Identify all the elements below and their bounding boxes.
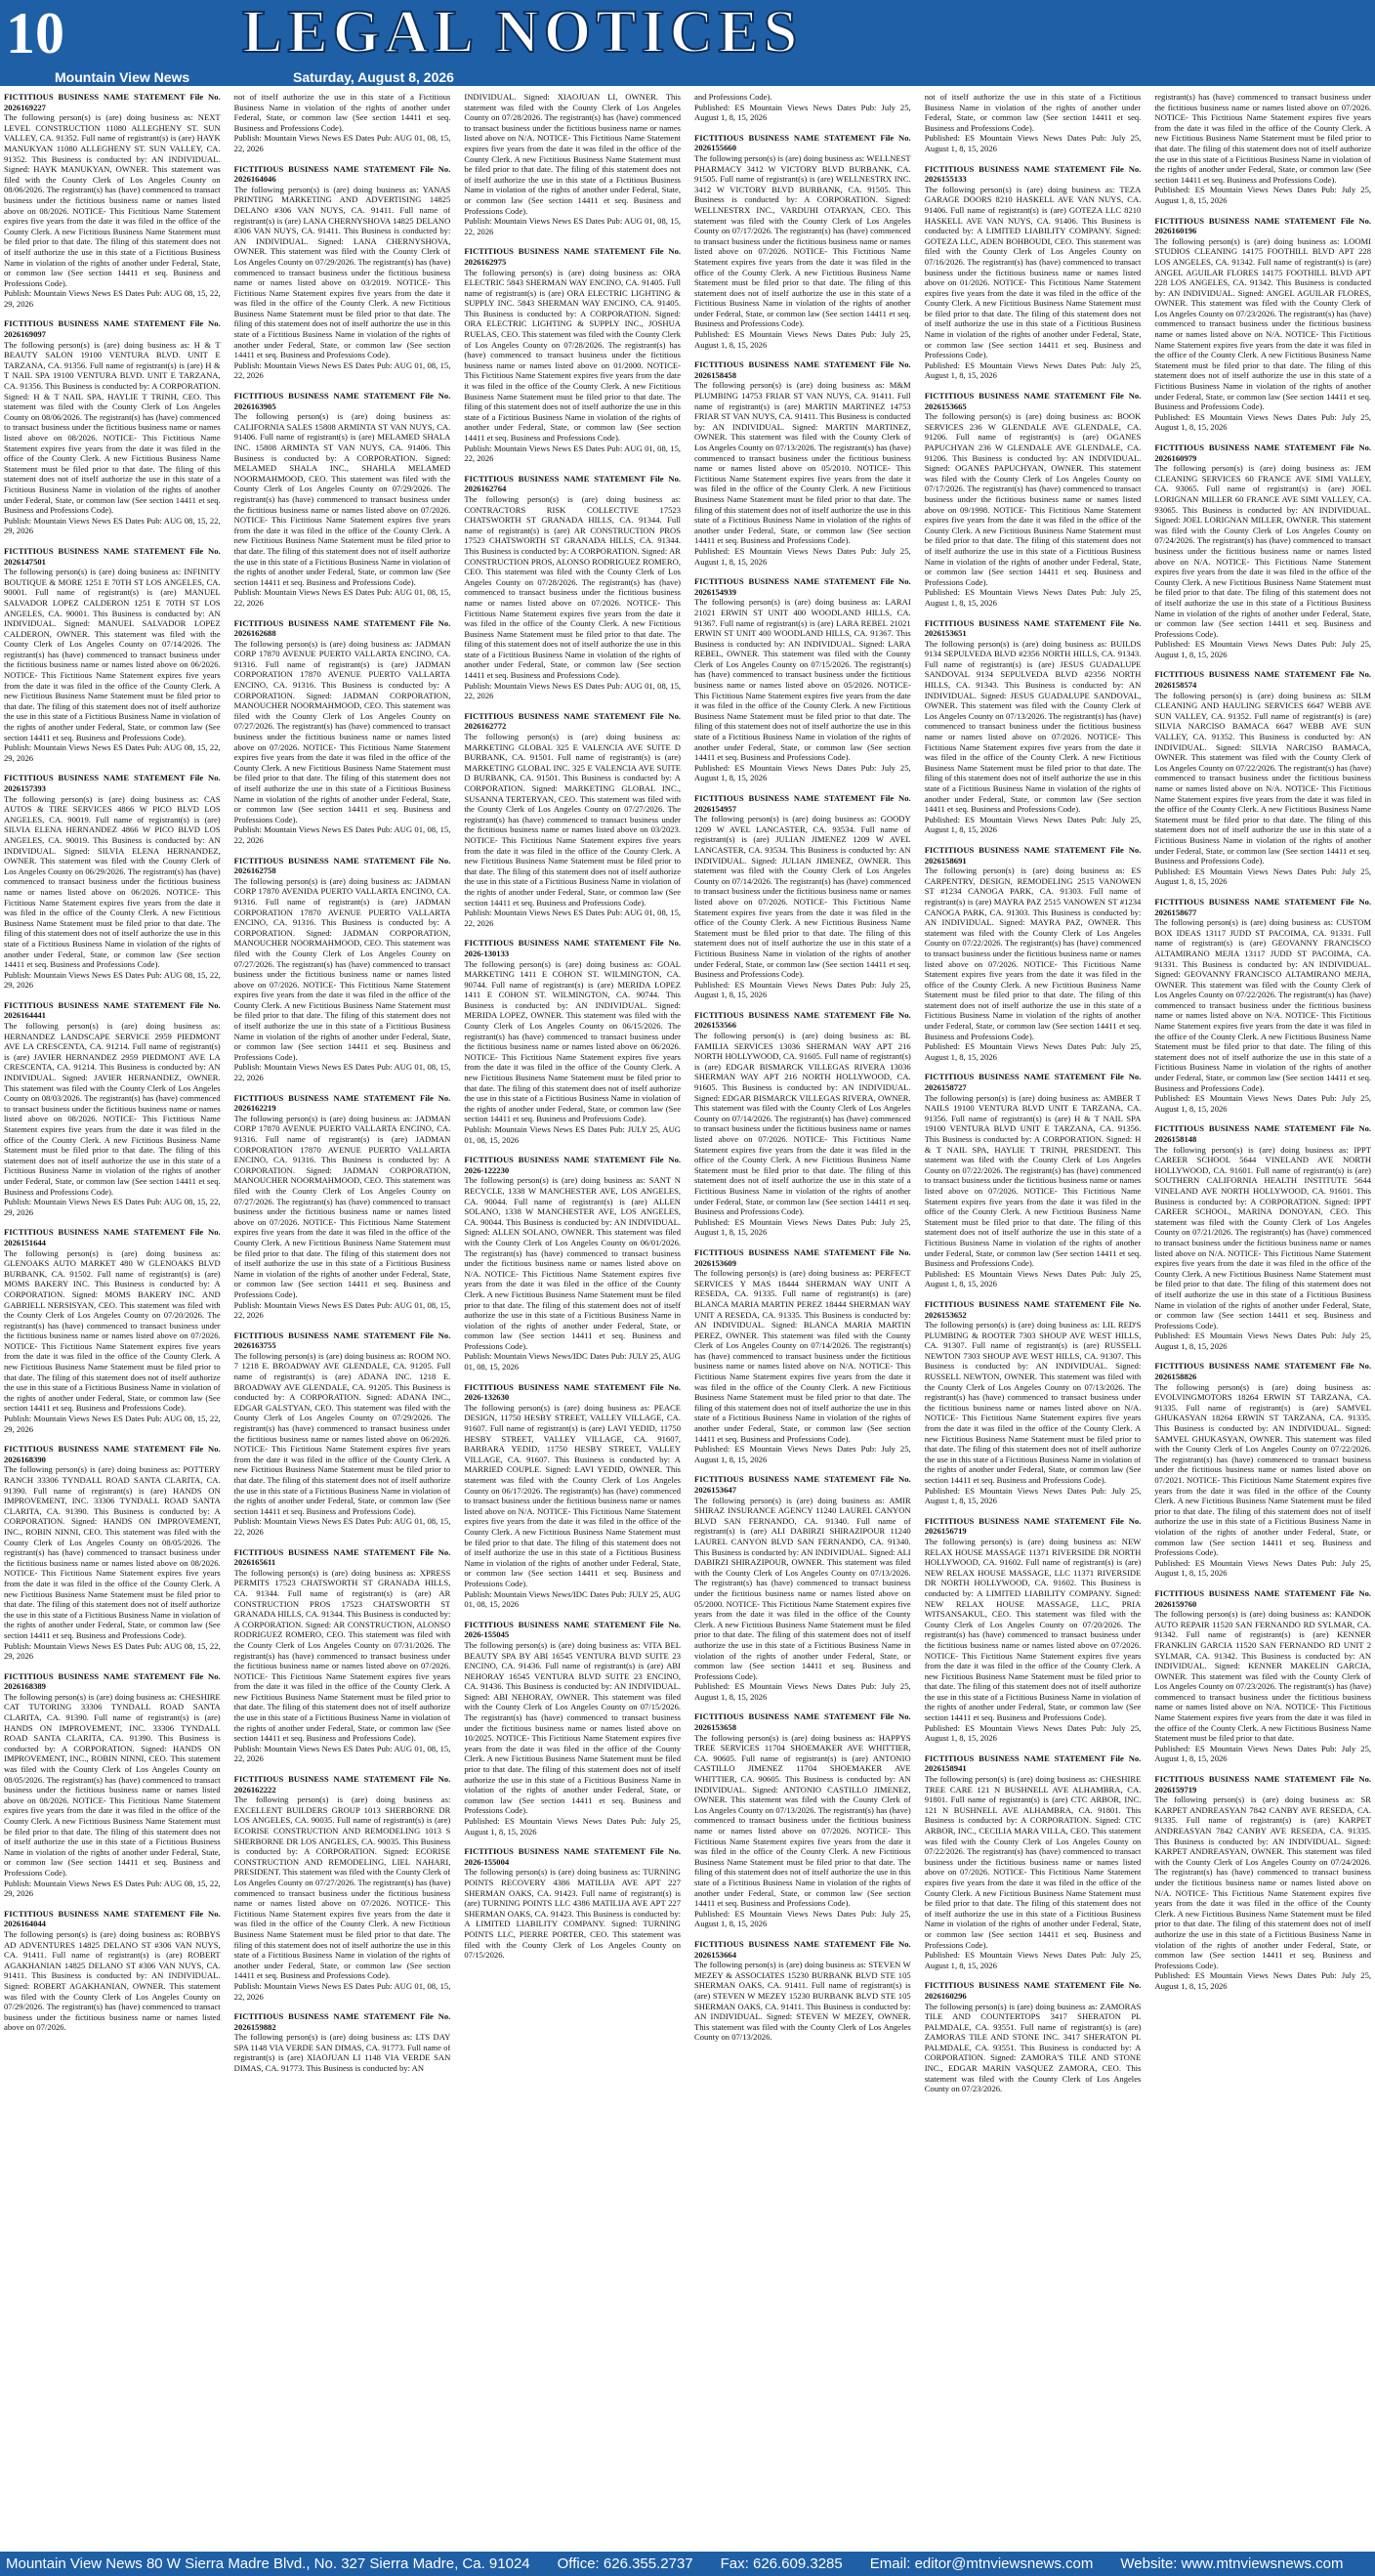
notice-body: The following person(s) is (are) doing business as: JEM CLEANING SERVICES 60 FRANCE AVE SIMI VALLEY, CA. 93065. Full name of registrant(s) is (are) JOEL LORIGNAN MILLER 60 FRANCE AVE SIMI VALLEY, CA. 93065. This Business is conducted by: AN INDIVIDUAL. Signed: JOEL LORIGNAN MILLER, OWNER. This statement was filed with the County Clerk of Los Angeles County on 07/24/2026. The registrant(s) has (have) commenced to transact business under the fictitious business name or names listed above on N/A. NOTICE- This Fictitious Name Statement expires five years from the date it was filed in the office of the County Clerk. A new Fictitious Business Name Statement must be filed prior to that date. The filing of this statement does not of itself authorize the use in this state of a Fictitious Business Name in violation of the rights of another under Federal, State, or common law (See section 14411 et seq. Business and Professions Code). [1154,463,1371,639]
notice-publication-line: Publish: Mountain Views News/IDC Dates Pub: JULY 25, AUG 01, 08, 15, 2026 [464,1588,682,1610]
legal-notice [4,1444,221,1661]
notice-heading: FICTITIOUS BUSINESS NAME STATEMENT File No. 2026153665 [924,391,1142,411]
notice-heading: FICTITIOUS BUSINESS NAME STATEMENT File No. 2026162219 [233,1092,451,1114]
notice-body: The following person(s) is (are) doing business as: MARKETING GLOBAL 325 E VALENCIA AVE SUITE D BURBANK, CA. 91501. Full name of registrant(s) is (are) MARKETING GLOBAL INC. 325 E VALENCIA AVE SUITE D BURBANK, CA. 91501. This Business is conducted by: A CORPORATION. Signed: MARKETING GLOBAL INC., SUSANNA TERTERYAN, CEO. This statement was filed with the County Clerk of Los Angeles County on 07/27/2026. The registrant(s) has (have) commenced to transact business under the fictitious business name or names listed above on 03/2023. NOTICE- This Fictitious Name Statement expires five years from the date it was filed in the office of the County Clerk. A new Fictitious Business Name Statement must be filed prior to that date. The filing of this statement does not of itself authorize the use in this state of a Fictitious Business Name in violation of the rights of another under Federal, State, or common law (See section 14411 et seq. Business and Professions Code). [464,732,682,908]
legal-notice [925,92,1142,154]
notice-publication-line: Published: ES Mountain Views News Dates Pub: July 25, August 1, 8, 15, 2026 [1154,1970,1371,1991]
notice-body: registrant(s) has (have) commenced to transact business under the fictitious business name or names listed above on 07/2026. NOTICE- This Fictitious Name Statement expires five years from the date it was filed in the office of the County Clerk. A new Fictitious Business Name Statement must be filed prior to that date. The filing of this statement does not of itself authorize the use in this state of a Fictitious Business Name in violation of the rights of another under Federal, State, or common law (See section 14411 et seq. Business and Professions Code). [1154,92,1371,185]
notice-publication-line: Publish: Mountain Views News ES Dates Pub: AUG 01, 08, 15, 22, 2026 [233,1980,451,2002]
notice-heading: FICTITIOUS BUSINESS NAME STATEMENT File No. 2026159719 [1154,1774,1371,1795]
footer-office-phone: Office: 626.355.2737 [557,2555,693,2572]
notice-body: The following person(s) is (are) doing business as: NEXT LEVEL CONSTRUCTION 11080 ALLEGHENY ST. SUN VALLEY, CA. 91352. Full name of registrant(s) is (are) HAYK MANUKYAN 11080 ALLEGHENY ST. SUN VALLEY, CA. 91352. This Business is conducted by: AN INDIVIDUAL. Signed: HAYK MANUKYAN, OWNER. This statement was filed with the County Clerk of Los Angeles County on 08/06/2026. The registrant(s) has (have) commenced to transact business under the fictitious business name or names listed above on 08/2026. NOTICE- This Fictitious Name Statement expires five years from the date it was filed in the office of the County Clerk. A new Fictitious Business Name Statement must be filed prior to that date. The filing of this statement does not of itself authorize the use in this state of a Fictitious Business Name in violation of the rights of another under Federal, State, or common law (See section 14411 et seq. Business and Professions Code). [4,112,221,288]
notice-heading: FICTITIOUS BUSINESS NAME STATEMENT File No. 2026-130133 [464,938,682,958]
notice-publication-line: Published: ES Mountain Views News Dates Pub: July 25, August 1, 8, 15, 2026 [924,587,1142,608]
legal-notice [464,1382,681,1610]
notice-column [925,92,1142,2542]
notices-columns [4,92,1371,2542]
notice-publication-line: Publish: Mountain Views News ES Dates Pub: AUG 01, 08, 15, 22, 2026 [233,133,451,153]
notice-publication-line: Publish: Mountain Views News/IDC Dates Pub: JULY 25, AUG 01, 08, 15, 2026 [464,1351,682,1372]
notice-body: The following person(s) is (are) doing business as: VITA BEL BEAUTY SPA BY ABI 16545 VENTURA BLVD SUITE 23 ENCINO, CA. 91436. Full name of registrant(s) is (are) ABI NEHORAY 16545 VENTURA BLVD SUITE 23 ENCINO, CA. 91436. This Business is conducted by: AN INDIVIDUAL. Signed: ABI NEHORAY, OWNER. This statement was filed with the County Clerk of Los Angeles County on 07/15/2026. The registrant(s) has (have) commenced to transact business under the fictitious business name or names listed above on 10/2025. NOTICE- This Fictitious Name Statement expires five years from the date it was filed in the office of the County Clerk. A new Fictitious Business Name Statement must be filed prior to that date. The filing of this statement does not of itself authorize the use in this state of a Fictitious Business Name in violation of the rights of another under Federal, State, or common law (See section 14411 et seq. Business and Professions Code). [464,1639,682,1816]
notice-publication-line: Publish: Mountain Views News ES Dates Pub: AUG 01, 08, 15, 22, 2026 [233,1743,451,1764]
notice-heading: FICTITIOUS BUSINESS NAME STATEMENT File No. 2026158148 [1154,1123,1371,1144]
notice-column [4,92,221,2542]
legal-notice [234,2011,451,2074]
legal-notice [4,1909,221,2033]
notice-heading: FICTITIOUS BUSINESS NAME STATEMENT File No. 2026159760 [1154,1587,1371,1609]
notice-publication-line: Publish: Mountain Views News ES Dates Pub: AUG 08, 15, 22, 29, 2026 [4,1878,221,1899]
notice-body: The following person(s) is (are) doing business as: CHESHIRE CAT TUTORING 33306 TYNDALL ROAD SANTA CLARITA, CA. 91390. Full name of registrant(s) is (are) HANDS ON IMPROVEMENT, INC. 33306 TYNDALL ROAD SANTA CLARITA, CA. 91390. This Business is conducted by: A CORPORATION. Signed: HANDS ON IMPROVEMENT, INC., ROBIN NINNI, CEO. This statement was filed with the County Clerk of Los Angeles County on 08/05/2026. The registrant(s) has (have) commenced to transact business under the fictitious business name or names listed above on 08/2026. NOTICE- This Fictitious Name Statement expires five years from the date it was filed in the office of the County Clerk. A new Fictitious Business Name Statement must be filed prior to that date. The filing of this statement does not of itself authorize the use in this state of a Fictitious Business Name in violation of the rights of another under Federal, State, or common law (See section 14411 et seq. Business and Professions Code). [4,1691,221,1878]
notice-body: The following person(s) is (are) doing business as: ROBBYS AD ADVENTURES 14825 DELANO ST #306 VAN NUYS, CA. 91411. Full name of registrant(s) is (are) ROBERT AGAKHANIAN 14825 DELANO ST #306 VAN NUYS, CA. 91411. This Business is conducted by: AN INDIVIDUAL. Signed: ROBERT AGAKHANIAN, OWNER. This statement was filed with the County Clerk of Los Angeles County on 07/29/2026. The registrant(s) has (have) commenced to transact business under the fictitious business name or names listed above on 07/2026. [4,1928,221,2033]
notice-body: The following person(s) is (are) doing business as: ORA ELECTRIC 5843 SHERMAN WAY ENCINO, CA. 91405. Full name of registrant(s) is (are) ORA ELECTRIC LIGHTING & SUPPLY INC. 5843 SHERMAN WAY ENCINO, CA. 91405. This Business is conducted by: A CORPORATION. Signed: ORA ELECTRIC LIGHTING & SUPPLY INC., JOSHUA RUELAS, CEO. This statement was filed with the County Clerk of Los Angeles County on 07/28/2026. The registrant(s) has (have) commenced to transact business under the fictitious business name or names listed above on 01/2000. NOTICE- This Fictitious Name Statement expires five years from the date it was filed in the office of the County Clerk. A new Fictitious Business Name Statement must be filed prior to that date. The filing of this statement does not of itself authorize the use in this state of a Fictitious Business Name in violation of the rights of another under Federal, State, or common law (See section 14411 et seq. Business and Professions Code). [464,267,682,443]
legal-notice [234,1547,451,1764]
notice-heading: FICTITIOUS BUSINESS NAME STATEMENT File No. 2026153651 [924,617,1142,639]
legal-notice [4,546,221,763]
notice-body: The following person(s) is (are) doing business as: STEVEN W MEZEY & ASSOCIATES 15230 BURBANK BLVD STE 105 SHERMAN OAKS, CA. 91411. Full name of registrant(s) is (are) STEVEN W MEZEY 15230 BURBANK BLVD STE 105 SHERMAN OAKS, CA. 91411. This Business is conducted by: AN INDIVIDUAL. Signed: STEVEN W MEZEY, OWNER. This statement was filed with the County Clerk of Los Angeles County on 07/13/2026. [694,1960,911,2043]
notice-publication-line: Publish: Mountain Views News ES Dates Pub: AUG 08, 15, 22, 29, 2026 [4,1414,221,1434]
legal-notice [234,92,451,154]
notice-publication-line: Published: ES Mountain Views News Dates Pub: July 25, August 1, 8, 15, 2026 [924,814,1142,835]
notice-heading: FICTITIOUS BUSINESS NAME STATEMENT File No. 2026153664 [694,1938,911,1960]
notice-body: The following person(s) is (are) doing business as: HAPPYS TREE SERVICES 11704 SHOEMAKER AVE WHITTIER, CA. 90605. Full name of registrant(s) is (are) ANTONIO CASTILLO JIMENEZ 11704 SHOEMAKER AVE WHITTIER, CA. 90605. This Business is conducted by: AN INDIVIDUAL. Signed: ANTONIO CASTILLO JIMENEZ, OWNER. This statement was filed with the County Clerk of Los Angeles County on 07/13/2026. The registrant(s) has (have) commenced to transact business under the fictitious business name or names listed above on 07/2026. NOTICE- This Fictitious Name Statement expires five years from the date it was filed in the office of the County Clerk. A new Fictitious Business Name Statement must be filed prior to that date. The filing of this statement does not of itself authorize the use in this state of a Fictitious Business Name in violation of the rights of another under Federal, State, or common law (See section 14411 et seq. Business and Professions Code). [694,1732,911,1909]
notice-body: The following person(s) is (are) doing business as: GLENOAKS AUTO MARKET 480 W GLENOAKS BLVD BURBANK, CA. 91502. Full name of registrant(s) is (are) MOMS BAKERY INC. This Business is conducted by: A CORPORATION. Signed: MOMS BAKERY INC. AND GABRIELL NERSISYAN, CEO. This statement was filed with the County Clerk of Los Angeles County on 07/20/2026. The registrant(s) has (have) commenced to transact business under the fictitious business name or names listed above on 07/2026. NOTICE- This Fictitious Name Statement expires five years from the date it was filed in the office of the County Clerk. A new Fictitious Business Name Statement must be filed prior to that date. The filing of this statement does not of itself authorize the use in this state of a Fictitious Business Name in violation of the rights of another under Federal, State, or common law (See section 14411 et seq. Business and Professions Code). [4,1247,221,1414]
notice-body: not of itself authorize the use in this state of a Fictitious Business Name in violation of the rights of another under Federal, State, or common law (See section 14411 et seq. Business and Professions Code). [233,92,451,133]
notice-publication-line: Publish: Mountain Views News ES Dates Pub: AUG 01, 08, 15, 22, 2026 [233,824,451,845]
legal-notice [234,618,451,846]
notice-body: The following person(s) is (are) doing business as: CALIFORNIA SALES 15808 ARMINTA ST VAN NUYS, CA. 91406. Full name of registrant(s) is (are) MELAMED SHALA INC. 15808 ARMINTA ST VAN NUYS, CA. 91406. This Business is conducted by: A CORPORATION. Signed: MELAMED SHALA INC., SHAHLA MELAMED NOORMAHMOOD, CEO. This statement was filed with the County Clerk of Los Angeles County on 07/29/2026. The registrant(s) has (have) commenced to transact business under the fictitious business name or names listed above on 07/2026. NOTICE- This Fictitious Name Statement expires five years from the date it was filed in the office of the County Clerk. A new Fictitious Business Name Statement must be filed prior to that date. The filing of this statement does not of itself authorize the use in this state of a Fictitious Business Name in violation of the rights of another under Federal, State, or common law (See section 14411 et seq. Business and Professions Code). [233,411,451,587]
notice-publication-line: Published: ES Mountain Views News Dates Pub: July 25, August 1, 8, 15, 2026 [924,1268,1142,1289]
notice-publication-line: Publish: Mountain Views News ES Dates Pub: AUG 01, 08, 15, 22, 2026 [233,1299,451,1321]
notice-heading: FICTITIOUS BUSINESS NAME STATEMENT File No. 2026169097 [4,318,221,340]
legal-notice [234,856,451,1083]
notice-heading: FICTITIOUS BUSINESS NAME STATEMENT File No. 2026162975 [464,246,682,267]
notice-publication-line: Published: ES Mountain Views News Dates Pub: July 25, August 1, 8, 15, 2026 [694,545,911,567]
notice-body: The following person(s) is (are) doing business as: LIL RED'S PLUMBING & ROOTER 7303 SHOUP AVE WEST HILLS, CA. 91307. Full name of registrant(s) is (are) RUSSELL NEWTON 7303 SHOUP AVE WEST HILLS, CA. 91307. This Business is conducted by: AN INDIVIDUAL. Signed: RUSSELL NEWTON, OWNER. This statement was filed with the County Clerk of Los Angeles County on 07/13/2026. The registrant(s) has (have) commenced to transact business under the fictitious business name or names listed above on N/A. NOTICE- This Fictitious Name Statement expires five years from the date it was filed in the office of the County Clerk. A new Fictitious Business Name Statement must be filed prior to that date. The filing of this statement does not of itself authorize the use in this state of a Fictitious Business Name in violation of the rights of another under Federal, State, or common law (See section 14411 et seq. Business and Professions Code). [924,1320,1142,1485]
notice-heading: FICTITIOUS BUSINESS NAME STATEMENT File No. 2026156719 [924,1515,1142,1537]
legal-notice [4,1227,221,1434]
legal-notice [1154,1123,1371,1351]
notice-body: and Professions Code). [694,92,772,102]
notice-body: The following person(s) is (are) doing business as: NEW RELAX HOUSE MASSAGE 11371 RIVERSIDE DR NORTH HOLLYWOOD, CA. 91602. Full name of registrant(s) is (are) NEW RELAX HOUSE MASSAGE, LLC 11371 RIVERSIDE DR NORTH HOLLYWOOD, CA. 91602. This Business is conducted by: A LIMITED LIABILITY COMPANY. Signed: NEW RELAX HOUSE MASSAGE, LLC, PRIA WITSANSAKUL, CEO. This statement was filed with the County Clerk of Los Angeles County on 07/20/2026. The registrant(s) has (have) commenced to transact business under the fictitious business name or names listed above on 07/2026. NOTICE- This Fictitious Name Statement expires five years from the date it was filed in the office of the County Clerk. A new Fictitious Business Name Statement must be filed prior to that date. The filing of this statement does not of itself authorize the use in this state of a Fictitious Business Name in violation of the rights of another under Federal, State, or common law (See section 14411 et seq. Business and Professions Code). [924,1536,1142,1723]
notice-publication-line: Published: ES Mountain Views News Dates Pub: July 25, August 1, 8, 15, 2026 [464,1816,682,1837]
notice-publication-line: Publish: Mountain Views News ES Dates Pub: AUG 08, 15, 22, 29, 2026 [4,1640,221,1662]
legal-notice [694,1939,911,2043]
notice-body: The following person(s) is (are) doing business as: YANAS PRINTING MARKETING AND ADVERTISING 14825 DELANO #306 VAN NUYS, CA. 91411. Full name of registrant(s) is (are) LANA CHERNYSHOVA 14825 DELANO #306 VAN NUYS, CA. 91411. This Business is conducted by: AN INDIVIDUAL. Signed: LANA CHERNYSHOVA, OWNER. This statement was filed with the County Clerk of Los Angeles County on 07/29/2026. The registrant(s) has (have) commenced to transact business under the fictitious business name or names listed above on 03/2019. NOTICE- This Fictitious Name Statement expires five years from the date it was filed in the office of the County Clerk. A new Fictitious Business Name Statement must be filed prior to that date. The filing of this statement does not of itself authorize the use in this state of a Fictitious Business Name in violation of the rights of another under Federal, State, or common law (See section 14411 et seq. Business and Professions Code). [233,184,451,360]
notice-body: The following person(s) is (are) doing business as: EXCELLENT BUILDERS GROUP 1013 SHERBORNE DR LOS ANGELES, CA. 90035. Full name of registrant(s) is (are) ECORISE CONSTRUCTION AND REMODELING 1013 S SHERBORNE DR LOS ANGELES, CA. 90035. This Business is conducted by: A CORPORATION. Signed: ECORISE CONSTRUCTION AND REMODELING, LIEL NAHARI, PRESIDENT. This statement was filed with the County Clerk of Los Angeles County on 07/27/2026. The registrant(s) has (have) commenced to transact business under the fictitious business name or names listed above on 07/2026. NOTICE- This Fictitious Name Statement expires five years from the date it was filed in the office of the County Clerk. A new Fictitious Business Name Statement must be filed prior to that date. The filing of this statement does not of itself authorize the use in this state of a Fictitious Business Name in violation of the rights of another under Federal, State, or common law (See section 14411 et seq. Business and Professions Code). [233,1795,451,1981]
notice-publication-line: Published: ES Mountain Views News Dates Pub: July 25, August 1, 8, 15, 2026 [1154,411,1371,433]
notice-body: The following person(s) is (are) doing business as: GOODY 1209 W AVEL LANCASTER, CA. 93534. Full name of registrant(s) is (are) JULIAN JIMENEZ 1209 W AVEL LANCASTER, CA. 93534. This Business is conducted by: AN INDIVIDUAL. Signed: JULIAN JIMENEZ, OWNER. This statement was filed with the County Clerk of Los Angeles County on 07/14/2026. The registrant(s) has (have) commenced to transact business under the fictitious business name or names listed above on 07/2026. NOTICE- This Fictitious Name Statement expires five years from the date it was filed in the office of the County Clerk. A new Fictitious Business Name Statement must be filed prior to that date. The filing of this statement does not of itself authorize the use in this state of a Fictitious Business Name in violation of the rights of another under Federal, State, or common law (See section 14411 et seq. Business and Professions Code). [694,814,911,980]
legal-notice [234,391,451,608]
notice-body: The following person(s) is (are) doing business as: PERFECT SERVICES Y MAS 18444 SHERMAN WAY UNIT A RESEDA, CA. 91335. Full name of registrant(s) is (are) BLANCA MARIA MARTIN PEREZ 18444 SHERMAN WAY UNIT A RESEDA, CA. 91335. This Business is conducted by: AN INDIVIDUAL. Signed: BLANCA MARIA MARTIN PEREZ, OWNER. This statement was filed with the County Clerk of Los Angeles County on 07/14/2026. The registrant(s) has (have) commenced to transact business under the fictitious business name or names listed above on N/A. NOTICE- This Fictitious Name Statement expires five years from the date it was filed in the office of the County Clerk. A new Fictitious Business Name Statement must be filed prior to that date. The filing of this statement does not of itself authorize the use in this state of a Fictitious Business Name in violation of the rights of another under Federal, State, or common law (See section 14411 et seq. Business and Professions Code). [694,1268,911,1444]
notice-body: The following person(s) is (are) doing business as: KANDOK AUTO REPAIR 11520 SAN FERNANDO RD SYLMAR, CA. 91342. Full name of registrant(s) is (are) KENNER FRANKLIN GARCIA 11520 SAN FERNANDO RD UNIT 2 SYLMAR, CA. 91342. This Business is conducted by: AN INDIVIDUAL. Signed: KENNER MAKELIN GARCIA, OWNER. This statement was filed with the County Clerk of Los Angeles County on 07/23/2026. The registrant(s) has (have) commenced to transact business under the fictitious business name or names listed above on N/A. NOTICE- This Fictitious Name Statement expires five years from the date it was filed in the office of the County Clerk. A new Fictitious Business Name Statement must be filed prior to that date. [1154,1609,1371,1744]
notice-body: The following person(s) is (are) doing business as: BOOK SERVICES 236 W GLENDALE AVE GLENDALE, CA. 91206. Full name of registrant(s) is (are) OGANES PAPUCHYAN 236 W GLENDALE AVE GLENDALE, CA. 91206. This Business is conducted by: AN INDIVIDUAL. Signed: OGANES PAPUCHYAN, OWNER. This statement was filed with the County Clerk of Los Angeles County on 07/17/2026. The registrant(s) has (have) commenced to transact business under the fictitious business name or names listed above on 09/1998. NOTICE- This Fictitious Name Statement expires five years from the date it was filed in the office of the County Clerk. A new Fictitious Business Name Statement must be filed prior to that date. The filing of this statement does not of itself authorize the use in this state of a Fictitious Business Name in violation of the rights of another under Federal, State, or common law (See section 14411 et seq. Business and Professions Code). [924,411,1142,587]
notice-body: The following person(s) is (are) doing business as: CAS AUTOS & TIRE SERVICES 4866 W PICO BLVD LOS ANGELES, CA. 90019. Full name of registrant(s) is (are) SILVIA ELENA HERNANDEZ 4866 W PICO BLVD LOS ANGELES, CA. 90019. This Business is conducted by: AN INDIVIDUAL. Signed: SILVIA ELENA HERNANDEZ, OWNER. This statement was filed with the County Clerk of Los Angeles County on 06/29/2026. The registrant(s) has (have) commenced to transact business under the fictitious business name or names listed above on 06/2026. NOTICE- This Fictitious Name Statement expires five years from the date it was filed in the office of the County Clerk. A new Fictitious Business Name Statement must be filed prior to that date. The filing of this statement does not of itself authorize the use in this state of a Fictitious Business Name in violation of the rights of another under Federal, State, or common law (See section 14411 et seq. Business and Professions Code). [4,793,221,970]
notice-body: The following person(s) is (are) doing business as: TEZA GARAGE DOORS 8210 HASKELL AVE VAN NUYS, CA. 91406. Full name of registrant(s) is (are) GOTEZA LLC 8210 HASKELL AVE VAN NUYS, CA. 91406. This Business is conducted by: A LIMITED LIABILITY COMPANY. Signed: GOTEZA LLC, ADEN BOHBOUDI, CEO. This statement was filed with the County Clerk of Los Angeles County on 07/16/2026. The registrant(s) has (have) commenced to transact business under the fictitious business name or names listed above on 01/2026. NOTICE- This Fictitious Name Statement expires five years from the date it was filed in the office of the County Clerk. A new Fictitious Business Name Statement must be filed prior to that date. The filing of this statement does not of itself authorize the use in this state of a Fictitious Business Name in violation of the rights of another under Federal, State, or common law (See section 14411 et seq. Business and Professions Code). [924,184,1142,360]
notice-body: The following person(s) is (are) doing business as: BUILDS 9134 SEPULVEDA BLVD #2356 NORTH HILLS, CA. 91343. Full name of registrant(s) is (are) JESUS GUADALUPE SANDOVAL 9134 SEPULVEDA BLVD #2356 NORTH HILLS, CA. 91343. This Business is conducted by: AN INDIVIDUAL. Signed: JESUS GUADALUPE SANDOVAL, OWNER. This statement was filed with the County Clerk of Los Angeles County on 07/13/2026. The registrant(s) has (have) commenced to transact business under the fictitious business name or names listed above on 07/2026. NOTICE- This Fictitious Name Statement expires five years from the date it was filed in the office of the County Clerk. A new Fictitious Business Name Statement must be filed prior to that date. The filing of this statement does not of itself authorize the use in this state of a Fictitious Business Name in violation of the rights of another under Federal, State, or common law (See section 14411 et seq. Business and Professions Code). [924,638,1142,815]
legal-notice [694,92,911,123]
notice-publication-line: Published: ES Mountain Views News Dates Pub: July 25, August 1, 8, 15, 2026 [924,1950,1142,1970]
notice-body: not of itself authorize the use in this state of a Fictitious Business Name in violation of the rights of another under Federal, State, or common law (See section 14411 et seq. Business and Professions Code). [924,92,1142,133]
notice-body: The following person(s) is (are) doing business as: HERNANDEZ LANDSCAPE SERVICE 2959 PIEDMONT AVE LA CRESCENTA, CA. 91214. Full name of registrant(s) is (are) JAVIER HERNANDEZ 2959 PIEDMONT AVE LA CRESCENTA, CA. 91214. This Business is conducted by: AN INDIVIDUAL. Signed: JAVIER HERNANDEZ, OWNER. This statement was filed with the County Clerk of Los Angeles County on 08/03/2026. The registrant(s) has (have) commenced to transact business under the fictitious business name or names listed above on 08/2026. NOTICE- This Fictitious Name Statement expires five years from the date it was filed in the office of the County Clerk. A new Fictitious Business Name Statement must be filed prior to that date. The filing of this statement does not of itself authorize the use in this state of a Fictitious Business Name in violation of the rights of another under Federal, State, or common law (See section 14411 et seq. Business and Professions Code). [4,1021,221,1197]
legal-notice [694,1010,911,1238]
notice-heading: FICTITIOUS BUSINESS NAME STATEMENT File No. 2026159882 [233,2011,451,2032]
notice-body: The following person(s) is (are) doing business as: POTTERY RANCH 33306 TYNDALL ROAD SANTA CLARITA, CA. 91390. Full name of registrant(s) is (are) HANDS ON IMPROVEMENT, INC. 33306 TYNDALL ROAD SANTA CLARITA, CA. 91390. This Business is conducted by: A CORPORATION. Signed: HANDS ON IMPROVEMENT, INC., ROBIN NINNI, CEO. This statement was filed with the County Clerk of Los Angeles County on 08/05/2026. The registrant(s) has (have) commenced to transact business under the fictitious business name or names listed above on 08/2026. NOTICE- This Fictitious Name Statement expires five years from the date it was filed in the office of the County Clerk. A new Fictitious Business Name Statement must be filed prior to that date. The filing of this statement does not of itself authorize the use in this state of a Fictitious Business Name in violation of the rights of another under Federal, State, or common law (See section 14411 et seq. Business and Professions Code). [4,1464,221,1640]
notice-body: The following person(s) is (are) doing business as: M&M PLUMBING 14753 FRIAR ST VAN NUYS, CA. 91411. Full name of registrant(s) is (are) MARTIN MARTINEZ 14753 FRIAR ST VAN NUYS, CA. 91411. This Business is conducted by: AN INDIVIDUAL. Signed: MARTIN MARTINEZ, OWNER. This statement was filed with the County Clerk of Los Angeles County on 07/13/2026. The registrant(s) has (have) commenced to transact business under the fictitious business name or names listed above on 05/2010. NOTICE- This Fictitious Name Statement expires five years from the date it was filed in the office of the County Clerk. A new Fictitious Business Name Statement must be filed prior to that date. The filing of this statement does not of itself authorize the use in this state of a Fictitious Business Name in violation of the rights of another under Federal, State, or common law (See section 14411 et seq. Business and Professions Code). [694,380,911,546]
notice-body: The following person(s) is (are) doing business as: SR KARPET ANDREASYAN 7842 CANBY AVE RESEDA, CA. 91335. Full name of registrant(s) is (are) KARPET ANDREASYAN 7842 CANBY AVE RESEDA, CA. 91335. This Business is conducted by: AN INDIVIDUAL. Signed: KARPET ANDREASYAN, OWNER. This statement was filed with the County Clerk of Los Angeles County on 07/24/2026. The registrant(s) has (have) commenced to transact business under the fictitious business name or names listed above on N/A. NOTICE- This Fictitious Name Statement expires five years from the date it was filed in the office of the County Clerk. A new Fictitious Business Name Statement must be filed prior to that date. The filing of this statement does not of itself authorize the use in this state of a Fictitious Business Name in violation of the rights of another under Federal, State, or common law (See section 14411 et seq. Business and Professions Code). [1154,1795,1371,1970]
legal-notice [1154,897,1371,1114]
legal-notice [925,1980,1142,2094]
notice-column [234,92,451,2542]
legal-notice [464,1620,681,1837]
legal-notice [1154,1361,1371,1578]
legal-notice [234,1330,451,1538]
notice-heading: FICTITIOUS BUSINESS NAME STATEMENT File No. 2026153658 [694,1711,911,1733]
notice-heading: FICTITIOUS BUSINESS NAME STATEMENT File No. 2026155133 [924,163,1142,185]
notice-publication-line: Publish: Mountain Views News ES Dates Pub: AUG 01, 08, 15, 22, 2026 [464,908,682,928]
legal-notice [464,711,681,928]
notice-body: The following person(s) is (are) doing business as: LOOMI STUDIOS CLEANING 14175 FOOTHILL BLVD APT 228 LOS ANGELES, CA. 91342. Full name of registrant(s) is (are) ANGEL AGUILAR FLORES 14175 FOOTHILL BLVD APT 228 LOS ANGELES, CA. 91342. This Business is conducted by: AN INDIVIDUAL. Signed: ANGEL AGUILAR FLORES, OWNER. This statement was filed with the County Clerk of Los Angeles County on 07/23/2026. The registrant(s) has (have) commenced to transact business under the fictitious business name or names listed above on N/A. NOTICE- This Fictitious Name Statement expires five years from the date it was filed in the office of the County Clerk. A new Fictitious Business Name Statement must be filed prior to that date. The filing of this statement does not of itself authorize the use in this state of a Fictitious Business Name in violation of the rights of another under Federal, State, or common law (See section 14411 et seq. Business and Professions Code). [1154,235,1371,412]
notice-publication-line: Published: ES Mountain Views News Dates Pub: July 25, August 1, 8, 15, 2026 [924,1041,1142,1062]
page-number: 10 [6,1,64,65]
notice-body: INDIVIDUAL. Signed: XIAOJUAN LI, OWNER. This statement was filed with the County Clerk of Los Angeles County on 07/28/2026. The registrant(s) has (have) commenced to transact business under the fictitious business name or names listed above on N/A. NOTICE- This Fictitious Name Statement expires five years from the date it was filed in the office of the County Clerk. A new Fictitious Business Name Statement must be filed prior to that date. The filing of this statement does not of itself authorize the use in this state of a Fictitious Business Name in violation of the rights of another under Federal, State, or common law (See section 14411 et seq. Business and Professions Code). [464,92,682,216]
notice-heading: FICTITIOUS BUSINESS NAME STATEMENT File No. 2026162764 [464,473,682,494]
notice-heading: FICTITIOUS BUSINESS NAME STATEMENT File No. 2026163755 [233,1330,451,1351]
legal-notice [925,845,1142,1062]
notice-body: The following person(s) is (are) doing business as: CUSTOM BOX IDEAS 13117 JUDD ST PACOIMA, CA. 91331. Full name of registrant(s) is (are) GEOVANNY FRANCISCO ALTAMIRANO MEJIA 13117 JUDD ST PACOIMA, CA. 91331. This Business is conducted by: AN INDIVIDUAL. Signed: GEOVANNY FRANCISCO ALTAMIRANO MEJIA, OWNER. This statement was filed with the County Clerk of Los Angeles County on 07/22/2026. The registrant(s) has (have) commenced to transact business under the fictitious business name or names listed above on N/A. NOTICE- This Fictitious Name Statement expires five years from the date it was filed in the office of the County Clerk. A new Fictitious Business Name Statement must be filed prior to that date. The filing of this statement does not of itself authorize the use in this state of a Fictitious Business Name in violation of the rights of another under Federal, State, or common law (See section 14411 et seq. Business and Professions Code). [1154,917,1371,1093]
legal-notice [694,359,911,567]
notice-heading: FICTITIOUS BUSINESS NAME STATEMENT File No. 2026169227 [4,92,221,112]
footer-fax: Fax: 626.609.3285 [720,2555,843,2572]
notice-publication-line: Published: ES Mountain Views News Dates Pub: July 25, August 1, 8, 15, 2026 [924,1485,1142,1506]
notice-heading: FICTITIOUS BUSINESS NAME STATEMENT File No. 2026164441 [4,999,221,1021]
notice-heading: FICTITIOUS BUSINESS NAME STATEMENT File No. 2026164044 [4,1908,221,1929]
notice-publication-line: Published: ES Mountain Views News Dates Pub: July 25, August 1, 8, 15, 2026 [694,1681,911,1702]
notice-heading: FICTITIOUS BUSINESS NAME STATEMENT File No. 2026158691 [924,844,1142,866]
notice-body: The following person(s) is (are) doing business as: WELLNEST PHARMACY 3412 W VICTORY BLVD BURBANK, CA. 91505. Full name of registrant(s) is (are) WELLNESTRX INC. 3412 W VICTORY BLVD BURBANK, CA. 91505. This Business is conducted by: A CORPORATION. Signed: WELLNESTRX INC., VARDUHI OTARYAN, CEO. This statement was filed with the County Clerk of Los Angeles County on 07/17/2026. The registrant(s) has (have) commenced to transact business under the fictitious business name or names listed above on 07/2026. NOTICE- This Fictitious Name Statement expires five years from the date it was filed in the office of the County Clerk. A new Fictitious Business Name Statement must be filed prior to that date. The filing of this statement does not of itself authorize the use in this state of a Fictitious Business Name in violation of the rights of another under Federal, State, or common law (See section 14411 et seq. Business and Professions Code). [694,152,911,329]
legal-notice [234,1774,451,2002]
legal-notice [1154,669,1371,886]
legal-notice [1154,443,1371,659]
legal-notice [464,474,681,701]
notice-publication-line: Publish: Mountain Views News ES Dates Pub: AUG 08, 15, 22, 29, 2026 [4,1197,221,1217]
notice-heading: FICTITIOUS BUSINESS NAME STATEMENT File No. 2026158574 [1154,669,1371,691]
notice-publication-line: Published: ES Mountain Views News Dates Pub: July 25, August 1, 8, 15, 2026 [924,1722,1142,1744]
notice-publication-line: Published: ES Mountain Views News Dates Pub: July 25, August 1, 8, 15, 2026 [1154,866,1371,887]
notice-body: The following person(s) is (are) doing business as: AMBER T NAILS 19100 VENTURA BLVD UNIT E TARZANA, CA. 91356. Full name of registrant(s) is (are) H & T NAIL SPA 19100 VENTURA BLVD UNIT E TARZANA, CA. 91356. This Business is conducted by: A CORPORATION. Signed: H & T NAIL SPA, HAYLIE T TRINH, PRESIDENT. This statement was filed with the County Clerk of Los Angeles County on 07/22/2026. The registrant(s) has (have) commenced to transact business under the fictitious business name or names listed above on 07/2026. NOTICE- This Fictitious Name Statement expires five years from the date it was filed in the office of the County Clerk. A new Fictitious Business Name Statement must be filed prior to that date. The filing of this statement does not of itself authorize the use in this state of a Fictitious Business Name in violation of the rights of another under Federal, State, or common law (See section 14411 et seq. Business and Professions Code). [924,1092,1142,1269]
header-subbar [0,68,1375,86]
footer-email: Email: editor@mtnviewsnews.com [869,2555,1094,2572]
notice-heading: FICTITIOUS BUSINESS NAME STATEMENT File No. 2026160296 [924,1980,1142,2001]
page-header [0,0,1375,86]
notice-body: The following person(s) is (are) doing business as: CONTRACTORS RISK COLLECTIVE 17523 CHATSWORTH ST GRANADA HILLS, CA. 91344. Full name of registrant(s) is (are) AR CONSTRUCTION PROS 17523 CHATSWORTH ST GRANADA HILLS, CA. 91344. This Business is conducted by: A CORPORATION. Signed: AR CONSTRUCTION PROS, ALONSO RODRIGUEZ ROMERO, CEO. This statement was filed with the County Clerk of Los Angeles County on 07/28/2026. The registrant(s) has (have) commenced to transact business under the fictitious business name or names listed above on 07/2026. NOTICE- This Fictitious Name Statement expires five years from the date it was filed in the office of the County Clerk. A new Fictitious Business Name Statement must be filed prior to that date. The filing of this statement does not of itself authorize the use in this state of a Fictitious Business Name in violation of the rights of another under Federal, State, or common law (See section 14411 et seq. Business and Professions Code). [464,493,682,681]
notice-publication-line: Published: ES Mountain Views News Dates Pub: July 25, August 1, 8, 15, 2026 [1154,185,1371,205]
notice-heading: FICTITIOUS BUSINESS NAME STATEMENT File No. 2026-155045 [464,1619,682,1640]
legal-notice [925,1299,1142,1506]
notice-publication-line: Published: ES Mountain Views News Dates Pub: July 25, August 1, 8, 15, 2026 [694,1444,911,1464]
legal-notice [694,133,911,350]
notice-heading: FICTITIOUS BUSINESS NAME STATEMENT File No. 2026160979 [1154,443,1371,463]
notice-publication-line: Published: ES Mountain Views News Dates Pub: July 25, August 1, 8, 15, 2026 [1154,1330,1371,1351]
page-footer [0,2552,1375,2576]
notice-publication-line: Publish: Mountain Views News ES Dates Pub: JULY 25, AUG 01, 08, 15, 2026 [464,1124,682,1145]
notice-body: The following person(s) is (are) doing business as: CHESHIRE TREE CARE 121 N BUSHNELL AVE ALHAMBRA, CA. 91801. Full name of registrant(s) is (are) CTC ARBOR, INC. 121 N BUSHNELL AVE ALHAMBRA, CA. 91801. This Business is conducted by: A CORPORATION. Signed: CTC ARBOR, INC., CECILIA MARA VILLA, CEO. This statement was filed with the County Clerk of Los Angeles County on 07/22/2026. The registrant(s) has (have) commenced to transact business under the fictitious business name or names listed above on 07/2026. NOTICE- This Fictitious Name Statement expires five years from the date it was filed in the office of the County Clerk. A new Fictitious Business Name Statement must be filed prior to that date. The filing of this statement does not of itself authorize the use in this state of a Fictitious Business Name in violation of the rights of another under Federal, State, or common law (See section 14411 et seq. Business and Professions Code). [924,1774,1142,1950]
notice-body: The following person(s) is (are) doing business as: BL FAMILIA SERVICES 13036 SHERMAN WAY APT 216 NORTH HOLLYWOOD, CA. 91605. Full name of registrant(s) is (are) EDGAR BISMARCK VILLEGAS RIVERA 13036 SHERMAN WAY APT 216 NORTH HOLLYWOOD, CA. 91605. This Business is conducted by: AN INDIVIDUAL. Signed: EDGAR BISMARCK VILLEGAS RIVERA, OWNER. This statement was filed with the County Clerk of Los Angeles County on 07/14/2026. The registrant(s) has (have) commenced to transact business under the fictitious business name or names listed above on 07/2026. NOTICE- This Fictitious Name Statement expires five years from the date it was filed in the office of the County Clerk. A new Fictitious Business Name Statement must be filed prior to that date. The filing of this statement does not of itself authorize the use in this state of a Fictitious Business Name in violation of the rights of another under Federal, State, or common law (See section 14411 et seq. Business and Professions Code). [694,1031,911,1217]
notice-publication-line: Publish: Mountain Views News ES Dates Pub: AUG 01, 08, 15, 22, 2026 [464,443,682,464]
notice-column [694,92,911,2542]
notice-heading: FICTITIOUS BUSINESS NAME STATEMENT File No. 2026160196 [1154,215,1371,236]
footer-website: Website: www.mtnviewsnews.com [1120,2555,1344,2572]
notice-publication-line: Publish: Mountain Views News ES Dates Pub: AUG 08, 15, 22, 29, 2026 [4,515,221,536]
legal-notice [925,391,1142,608]
notice-publication-line: Published: ES Mountain Views News Dates Pub: July 25, August 1, 8, 15, 2026 [694,979,911,1000]
notice-heading: FICTITIOUS BUSINESS NAME STATEMENT File No. 2026158941 [924,1753,1142,1774]
notice-publication-line: Published: ES Mountain Views News Dates Pub: July 25, August 1, 8, 15, 2026 [1154,1743,1371,1764]
section-title: LEGAL NOTICES [242,0,803,65]
notice-heading: FICTITIOUS BUSINESS NAME STATEMENT File No. 2026158727 [924,1072,1142,1093]
notice-body: The following person(s) is (are) doing business as: AMIR SHIRAZ INSURANCE AGENCY 11240 LAUREL CANYON BLVD SAN FERNANDO, CA. 91340. Full name of registrant(s) is (are) ALI DABIRZI SHIRAZIPOUR 11240 LAUREL CANYON BLVD SAN FERNANDO, CA. 91340. This Business is conducted by: AN INDIVIDUAL. Signed: ALI DABIRZI SHIRAZIPOUR, OWNER. This statement was filed with the County Clerk of Los Angeles County on 07/13/2026. The registrant(s) has (have) commenced to transact business under the fictitious business name or names listed above on 05/2000. NOTICE- This Fictitious Name Statement expires five years from the date it was filed in the office of the County Clerk. A new Fictitious Business Name Statement must be filed prior to that date. The filing of this statement does not of itself authorize the use in this state of a Fictitious Business Name in violation of the rights of another under Federal, State, or common law (See section 14411 et seq. Business and Professions Code). [694,1495,911,1681]
notice-publication-line: Publish: Mountain Views News ES Dates Pub: AUG 01, 08, 15, 22, 2026 [233,359,451,381]
notice-body: The following person(s) is (are) doing business as: LTS DAY SPA 1148 VIA VERDE SAN DIMAS, CA. 91773. Full name of registrant(s) is (are) XIAOJUAN LI 1148 VIA VERDE SAN DIMAS, CA. 91773. This Business is conducted by: AN [233,2032,451,2074]
legal-notice [234,1093,451,1321]
notice-heading: FICTITIOUS BUSINESS NAME STATEMENT File No. 2026162758 [233,855,451,876]
notice-publication-line: Publish: Mountain Views News ES Dates Pub: AUG 08, 15, 22, 29, 2026 [4,742,221,763]
notice-body: The following person(s) is (are) doing business as: ZAMORAS TILE AND COUNTERTOPS 3417 SHERATON PL PALMDALE, CA. 93551. Full name of registrant(s) is (are) ZAMORAS TILE AND STONE INC. 3417 SHERATON PL PALMDALE, CA. 93551. This Business is conducted by: A CORPORATION. Signed: ZAMORA'S TILE AND STONE INC., EDGAR MARIN VASQUEZ ZAMORA, CEO. This statement was filed with the County Clerk of Los Angeles County on 07/23/2026. [924,2001,1142,2094]
notice-publication-line: Published: ES Mountain Views News Dates Pub: July 25, August 1, 8, 15, 2026 [1154,639,1371,659]
notice-heading: FICTITIOUS BUSINESS NAME STATEMENT File No. 2026153566 [694,1009,911,1031]
notice-heading: FICTITIOUS BUSINESS NAME STATEMENT File No. 2026163905 [233,391,451,411]
notice-publication-line: Published: ES Mountain Views News Dates Pub: July 25, August 1, 8, 15, 2026 [924,133,1142,153]
notice-heading: FICTITIOUS BUSINESS NAME STATEMENT File No. 2026164046 [233,163,451,185]
notice-publication-line: Publish: Mountain Views News ES Dates Pub: AUG 01, 08, 15, 22, 2026 [464,680,682,701]
notice-body: The following person(s) is (are) doing business as: H & T BEAUTY SALON 19100 VENTURA BLVD. UNIT E TARZANA, CA. 91356. Full name of registrant(s) is (are) H & T NAIL SPA 19100 VENTURA BLVD. UNIT E TARZANA, CA. 91356. This Business is conducted by: A CORPORATION. Signed: H & T NAIL SPA, HAYLIE T TRINH, CEO. This statement was filed with the County Clerk of Los Angeles County on 08/06/2026. The registrant(s) has (have) commenced to transact business under the fictitious business name or names listed above on 08/2026. NOTICE- This Fictitious Name Statement expires five years from the date it was filed in the office of the County Clerk. A new Fictitious Business Name Statement must be filed prior to that date. The filing of this statement does not of itself authorize the use in this state of a Fictitious Business Name in violation of the rights of another under Federal, State, or common law (See section 14411 et seq. Business and Professions Code). [4,339,221,516]
notice-heading: FICTITIOUS BUSINESS NAME STATEMENT File No. 2026154957 [694,793,911,814]
notice-publication-line: Published: ES Mountain Views News Dates Pub: July 25, August 1, 8, 15, 2026 [924,359,1142,381]
notice-body: The following person(s) is (are) doing business as: SANT N RECYCLE, 1338 W MANCHESTER AVE, LOS ANGELES, CA. 90044. Full name of registrant(s) is (are) ALLEN SOLANO, 1338 W MANCHESTER AVE, LOS ANGELES, CA. 90044. This Business is conducted by: AN INDIVIDUAL. Signed: ALLEN SOLANO, OWNER. This statement was filed with the County Clerk of Los Angeles County on 06/01/2026. The registrant(s) has (have) commenced to transact business under the fictitious business name or names listed above on N/A. NOTICE- This Fictitious Name Statement expires five years from the date it was filed in the office of the County Clerk. A new Fictitious Business Name Statement must be filed prior to that date. The filing of this statement does not of itself authorize the use in this state of a Fictitious Business Name in violation of the rights of another under Federal, State, or common law (See section 14411 et seq. Business and Professions Code). [464,1175,682,1351]
notice-heading: FICTITIOUS BUSINESS NAME STATEMENT File No. 2026157393 [4,773,221,793]
legal-notice [464,1846,681,1961]
notice-heading: FICTITIOUS BUSINESS NAME STATEMENT File No. 2026162688 [233,617,451,639]
notice-body: The following person(s) is (are) doing business as: JADMAN CORP 17870 AVENUE PUERTO VALLARTA ENCINO, CA. 91316. Full name of registrant(s) is (are) JADMAN CORPORATION 17870 AVENUE PUERTO VALLARTA ENCINO, CA. 91316. This Business is conducted by: A CORPORATION. Signed: JADMAN CORPORATION, MANOUCHER NOORMAHMOOD, CEO. This statement was filed with the County Clerk of Los Angeles County on 07/27/2026. The registrant(s) has (have) commenced to transact business under the fictitious business name or names listed above on 07/2026. NOTICE- This Fictitious Name Statement expires five years from the date it was filed in the office of the County Clerk. A new Fictitious Business Name Statement must be filed prior to that date. The filing of this statement does not of itself authorize the use in this state of a Fictitious Business Name in violation of the rights of another under Federal, State, or common law (See section 14411 et seq. Business and Professions Code). [233,638,451,824]
notice-column [464,92,681,2542]
legal-notice [464,246,681,463]
legal-notice [4,1671,221,1899]
notice-body: The following person(s) is (are) doing business as: SILM CLEANING AND HAULING SERVICES 6647 WEBB AVE SUN VALLEY, CA. 91352. Full name of registrant(s) is (are) SILVIA NARCISO BAMACA 6647 WEBB AVE SUN VALLEY, CA. 91352. This Business is conducted by: AN INDIVIDUAL. Signed: SILVIA NARCISO BAMACA, OWNER. This statement was filed with the County Clerk of Los Angeles County on 07/22/2026. The registrant(s) has (have) commenced to transact business under the fictitious business name or names listed above on N/A. NOTICE- This Fictitious Name Statement expires five years from the date it was filed in the office of the County Clerk. A new Fictitious Business Name Statement must be filed prior to that date. The filing of this statement does not of itself authorize the use in this state of a Fictitious Business Name in violation of the rights of another under Federal, State, or common law (See section 14411 et seq. Business and Professions Code). [1154,690,1371,866]
notice-publication-line: Published: ES Mountain Views News Dates Pub: July 25, August 1, 8, 15, 2026 [694,102,911,123]
legal-notice [464,92,681,236]
notice-heading: FICTITIOUS BUSINESS NAME STATEMENT File No. 2026158826 [1154,1361,1371,1382]
notice-heading: FICTITIOUS BUSINESS NAME STATEMENT File No. 2026154939 [694,576,911,597]
notice-heading: FICTITIOUS BUSINESS NAME STATEMENT File No. 2026153647 [694,1474,911,1495]
notice-heading: FICTITIOUS BUSINESS NAME STATEMENT File No. 2026165611 [233,1546,451,1568]
notice-publication-line: Published: ES Mountain Views News Dates Pub: July 25, August 1, 8, 15, 2026 [694,1908,911,1929]
notice-heading: FICTITIOUS BUSINESS NAME STATEMENT File No. 2026-155004 [464,1846,682,1867]
notice-body: The following person(s) is (are) doing business as: JADMAN CORP 17870 AVENUE PUERTO VALLARTA ENCINO, CA. 91316. Full name of registrant(s) is (are) JADMAN CORPORATION 17870 AVENUE PUERTO VALLARTA ENCINO, CA. 91316. This Business is conducted by: A CORPORATION. Signed: JADMAN CORPORATION, MANOUCHER NOORMAHMOOD, CEO. This statement was filed with the County Clerk of Los Angeles County on 07/27/2026. The registrant(s) has (have) commenced to transact business under the fictitious business name or names listed above on 07/2026. NOTICE- This Fictitious Name Statement expires five years from the date it was filed in the office of the County Clerk. A new Fictitious Business Name Statement must be filed prior to that date. The filing of this statement does not of itself authorize the use in this state of a Fictitious Business Name in violation of the rights of another under Federal, State, or common law (See section 14411 et seq. Business and Professions Code). [233,1113,451,1299]
notice-heading: FICTITIOUS BUSINESS NAME STATEMENT File No. 2026-122230 [464,1155,682,1175]
notice-publication-line: Publish: Mountain Views News ES Dates Pub: AUG 01, 08, 15, 22, 2026 [233,1516,451,1537]
legal-notice [464,938,681,1145]
legal-notice [925,1072,1142,1288]
notice-body: The following person(s) is (are) doing business as: JADMAN CORP 17870 AVENIDA PUERTO VALLARTA ENCINO, CA. 91316. Full name of registrant(s) is (are) JADMAN CORPORATION 17870 AVENUE PUERTO VALLARTA ENCINO, CA. 91316. This Business is conducted by: A CORPORATION. Signed: JADMAN CORPORATION, MANOUCHER NOORMAHMOOD, CEO. This statement was filed with the County Clerk of Los Angeles County on 07/27/2026. The registrant(s) has (have) commenced to transact business under the fictitious business name or names listed above on 07/2026. NOTICE- This Fictitious Name Statement expires five years from the date it was filed in the office of the County Clerk. A new Fictitious Business Name Statement must be filed prior to that date. The filing of this statement does not of itself authorize the use in this state of a Fictitious Business Name in violation of the rights of another under Federal, State, or common law (See section 14411 et seq. Business and Professions Code). [233,875,451,1062]
notice-heading: FICTITIOUS BUSINESS NAME STATEMENT File No. 2026147501 [4,545,221,567]
notice-body: The following person(s) is (are) doing business as: TURNING POINTS RECOVERY 4386 MATILIJA AVE APT 227 SHERMAN OAKS, CA. 91423. Full name of registrant(s) is (are) TURNING POINTS LLC 4386 MATILIJA AVE APT 227 SHERMAN OAKS, CA. 91423. This Business is conducted by: A LIMITED LIABILITY COMPANY. Signed: TURNING POINTS LLC, PIERRE PORTER, CEO. This statement was filed with the County Clerk of Los Angeles County on 07/15/2026. [464,1867,682,1961]
notice-publication-line: Published: ES Mountain Views News Dates Pub: July 25, August 1, 8, 15, 2026 [694,762,911,783]
legal-notice [925,618,1142,835]
notice-publication-line: Published: ES Mountain Views News Dates Pub: July 25, August 1, 8, 15, 2026 [694,329,911,350]
issue-date: Saturday, August 8, 2026 [293,69,454,85]
legal-notice [694,793,911,1000]
notice-publication-line: Publish: Mountain Views News ES Dates Pub: AUG 08, 15, 22, 29, 2026 [4,969,221,991]
publication-name: Mountain View News [55,69,190,85]
notice-publication-line: Published: ES Mountain Views News Dates Pub: July 25, August 1, 8, 15, 2026 [1154,1557,1371,1579]
notice-publication-line: Published: ES Mountain Views News Dates Pub: July 25, August 1, 8, 15, 2026 [1154,1093,1371,1114]
notice-body: The following person(s) is (are) doing business as: INFINITY BOUTIQUE & MORE 1251 E 70TH ST LOS ANGELES, CA. 90001. Full name of registrant(s) is (are) MANUEL SALVADOR LOPEZ CALDERON 1251 E 70TH ST LOS ANGELES, CA. 90001. This Business is conducted by: AN INDIVIDUAL. Signed: MANUEL SALVADOR LOPEZ CALDERON, OWNER. This statement was filed with the County Clerk of Los Angeles County on 07/14/2026. The registrant(s) has (have) commenced to transact business under the fictitious business name or names listed above on 06/2026. NOTICE- This Fictitious Name Statement expires five years from the date it was filed in the office of the County Clerk. A new Fictitious Business Name Statement must be filed prior to that date. The filing of this statement does not of itself authorize the use in this state of a Fictitious Business Name in violation of the rights of another under Federal, State, or common law (See section 14411 et seq. Business and Professions Code). [4,567,221,742]
notice-publication-line: Publish: Mountain Views News ES Dates Pub: AUG 01, 08, 15, 22, 2026 [233,1062,451,1083]
notice-publication-line: Publish: Mountain Views News ES Dates Pub: AUG 01, 08, 15, 22, 2026 [233,587,451,608]
notice-heading: FICTITIOUS BUSINESS NAME STATEMENT File No. 2026158677 [1154,896,1371,917]
notice-heading: FICTITIOUS BUSINESS NAME STATEMENT File No. 2026-132630 [464,1381,682,1403]
notice-heading: FICTITIOUS BUSINESS NAME STATEMENT File No. 2026153609 [694,1246,911,1268]
notice-body: The following person(s) is (are) doing business as: EVOLVINGMOTORS 18264 ERWIN ST TARZANA, CA. 91335. Full name of registrant(s) is (are) SAMVEL GHUKASYAN 18264 ERWIN ST TARZANA, CA. 91335. This Business is conducted by: AN INDIVIDUAL. Signed: SAMVEL GHUKASYAN, OWNER. This statement was filed with the County Clerk of Los Angeles County on 07/22/2026. The registrant(s) has (have) commenced to transact business under the fictitious business name or names listed above on 07/2021. NOTICE- This Fictitious Name Statement expires five years from the date it was filed in the office of the County Clerk. A new Fictitious Business Name Statement must be filed prior to that date. The filing of this statement does not of itself authorize the use in this state of a Fictitious Business Name in violation of the rights of another under Federal, State, or common law (See section 14411 et seq. Business and Professions Code). [1154,1381,1371,1558]
notice-publication-line: Publish: Mountain Views News ES Dates Pub: AUG 08, 15, 22, 29, 2026 [4,288,221,309]
notice-heading: FICTITIOUS BUSINESS NAME STATEMENT File No. 2026168389 [4,1670,221,1692]
notice-heading: FICTITIOUS BUSINESS NAME STATEMENT File No. 2026151644 [4,1227,221,1247]
legal-notice [1154,1588,1371,1764]
legal-notice [234,164,451,381]
legal-notice [694,1711,911,1928]
notice-heading: FICTITIOUS BUSINESS NAME STATEMENT File No. 2026158458 [694,359,911,380]
notice-publication-line: Published: ES Mountain Views News Dates Pub: July 25, August 1, 8, 15, 2026 [694,1216,911,1238]
footer-address: Mountain View News 80 W Sierra Madre Blvd., No. 327 Sierra Madre, Ca. 91024 [6,2555,530,2572]
notice-publication-line: Publish: Mountain Views News ES Dates Pub: AUG 01, 08, 15, 22, 2026 [464,216,682,236]
notice-body: The following person(s) is (are) doing business as: IPPT CAREER SCHOOL 5644 VINELAND AVE NORTH HOLLYWOOD, CA. 91601. Full name of registrant(s) is (are) SOUTHERN CALIFORNIA HEALTH INSTITUTE 5644 VINELAND AVE NORTH HOLLYWOOD, CA. 91601. This Business is conducted by: A CORPORATION. Signed: IPPT CAREER SCHOOL, MARINA DONOYAN, CEO. This statement was filed with the County Clerk of Los Angeles County on 07/21/2026. The registrant(s) has (have) commenced to transact business under the fictitious business name or names listed above on N/A. NOTICE- This Fictitious Name Statement expires five years from the date it was filed in the office of the County Clerk. A new Fictitious Business Name Statement must be filed prior to that date. The filing of this statement does not of itself authorize the use in this state of a Fictitious Business Name in violation of the rights of another under Federal, State, or common law (See section 14411 et seq. Business and Professions Code). [1154,1144,1371,1330]
notice-heading: FICTITIOUS BUSINESS NAME STATEMENT File No. 2026162222 [233,1774,451,1795]
legal-notice [4,1000,221,1217]
legal-notice [4,318,221,535]
notice-body: The following person(s) is (are) doing business as: ES CARPENTRY, DESIGN, REMODELING 2515 VANOWEN ST #1234 CANOGA PARK, CA. 91303. Full name of registrant(s) is (are) MAYRA PAZ 2515 VANOWEN ST #1234 CANOGA PARK, CA. 91303. This Business is conducted by: AN INDIVIDUAL. Signed: MAYRA PAZ, OWNER. This statement was filed with the County Clerk of Los Angeles County on 07/22/2026. The registrant(s) has (have) commenced to transact business under the fictitious business name or names listed above on 07/2026. NOTICE- This Fictitious Name Statement expires five years from the date it was filed in the office of the County Clerk. A new Fictitious Business Name Statement must be filed prior to that date. The filing of this statement does not of itself authorize the use in this state of a Fictitious Business Name in violation of the rights of another under Federal, State, or common law (See section 14411 et seq. Business and Professions Code). [924,866,1142,1041]
legal-notice [1154,1774,1371,1991]
legal-notice [925,1516,1142,1744]
notice-body: The following person(s) is (are) doing business as: ROOM NO. 7 1218 E. BROADWAY AVE GLENDALE, CA. 91205. Full name of registrant(s) is (are) ADANA INC. 1218 E. BROADWAY AVE GLENDALE, CA. 91205. This Business is conducted by: A CORPORATION. Signed: ADANA INC., EDGAR GALSTYAN, CEO. This statement was filed with the County Clerk of Los Angeles County on 07/29/2026. The registrant(s) has (have) commenced to transact business under the fictitious business name or names listed above on 06/2026. NOTICE- This Fictitious Name Statement expires five years from the date it was filed in the office of the County Clerk. A new Fictitious Business Name Statement must be filed prior to that date. The filing of this statement does not of itself authorize the use in this state of a Fictitious Business Name in violation of the rights of another under Federal, State, or common law (See section 14411 et seq. Business and Professions Code). [233,1350,451,1516]
legal-notice [4,773,221,990]
legal-notice [1154,92,1371,206]
notice-heading: FICTITIOUS BUSINESS NAME STATEMENT File No. 2026153652 [924,1298,1142,1320]
legal-notice [925,164,1142,381]
legal-notice [1154,216,1371,433]
legal-notice [694,576,911,783]
legal-notice [694,1474,911,1702]
legal-notice [925,1753,1142,1970]
notice-heading: FICTITIOUS BUSINESS NAME STATEMENT File No. 2026155660 [694,132,911,153]
notice-body: The following person(s) is (are) doing business as: GOAL MARKETING 1411 E COHON ST. WILMINGTON, CA. 90744. Full name of registrant(s) is (are) MERIDA LOPEZ 1411 E COHON ST. WILMINGTON, CA. 90744. This Business is conducted by: AN INDIVIDUAL. Signed: MERIDA LOPEZ, OWNER. This statement was filed with the County Clerk of Los Angeles County on 06/15/2026. The registrant(s) has (have) commenced to transact business under the fictitious business name or names listed above on 06/2026. NOTICE- This Fictitious Name Statement expires five years from the date it was filed in the office of the County Clerk. A new Fictitious Business Name Statement must be filed prior to that date. The filing of this statement does not of itself authorize the use in this state of a Fictitious Business Name in violation of the rights of another under Federal, State, or common law (See section 14411 et seq. Business and Professions Code). [464,958,682,1124]
notice-body: The following person(s) is (are) doing business as: PEACE DESIGN, 11750 HESBY STREET, VALLEY VILLAGE, CA. 91607. Full name of registrant(s) is (are) LAVI YEDID, 11750 HESBY STREET, VALLEY VILLAGE, CA. 91607, BARBARA YEDID, 11750 HESBY STREET, VALLEY VILLAGE, CA. 91607. This Business is conducted by: A MARRIED COUPLE. Signed: LAVI YEDID, OWNER. This statement was filed with the County Clerk of Los Angeles County on 06/17/2026. The registrant(s) has (have) commenced to transact business under the fictitious business name or names listed above on N/A. NOTICE- This Fictitious Name Statement expires five years from the date it was filed in the office of the County Clerk. A new Fictitious Business Name Statement must be filed prior to that date. The filing of this statement does not of itself authorize the use in this state of a Fictitious Business Name in violation of the rights of another under Federal, State, or common law (See section 14411 et seq. Business and Professions Code). [464,1402,682,1588]
legal-notice [4,92,221,309]
notice-body: The following person(s) is (are) doing business as: LARAI 21021 ERWIN ST UNIT 400 WOODLAND HILLS, CA. 91367. Full name of registrant(s) is (are) LARA REBEL 21021 ERWIN ST UNIT 400 WOODLAND HILLS, CA. 91367. This Business is conducted by: AN INDIVIDUAL. Signed: LARA REBEL, OWNER. This statement was filed with the County Clerk of Los Angeles County on 07/15/2026. The registrant(s) has (have) commenced to transact business under the fictitious business name or names listed above on 05/2026. NOTICE- This Fictitious Name Statement expires five years from the date it was filed in the office of the County Clerk. A new Fictitious Business Name Statement must be filed prior to that date. The filing of this statement does not of itself authorize the use in this state of a Fictitious Business Name in violation of the rights of another under Federal, State, or common law (See section 14411 et seq. Business and Professions Code). [694,597,911,763]
notice-column [1154,92,1371,2542]
legal-notice [464,1155,681,1372]
notice-heading: FICTITIOUS BUSINESS NAME STATEMENT File No. 2026162772 [464,710,682,732]
notice-body: The following person(s) is (are) doing business as: XPRESS PERMITS 17523 CHATSWORTH ST GRANADA HILLS, CA. 91344. Full name of registrant(s) is (are) AR CONSTRUCTION PROS 17523 CHATSWORTH ST GRANADA HILLS, CA. 91344. This Business is conducted by: A CORPORATION. Signed: AR CONSTRUCTION, ALONSO RODRIGUEZ ROMERO, CEO. This statement was filed with the County Clerk of Los Angeles County on 07/31/2026. The registrant(s) has (have) commenced to transact business under the fictitious business name or names listed above on 07/2026. NOTICE- This Fictitious Name Statement expires five years from the date it was filed in the office of the County Clerk. A new Fictitious Business Name Statement must be filed prior to that date. The filing of this statement does not of itself authorize the use in this state of a Fictitious Business Name in violation of the rights of another under Federal, State, or common law (See section 14411 et seq. Business and Professions Code). [233,1567,451,1744]
notice-heading: FICTITIOUS BUSINESS NAME STATEMENT File No. 2026168390 [4,1444,221,1464]
legal-notice [694,1247,911,1464]
